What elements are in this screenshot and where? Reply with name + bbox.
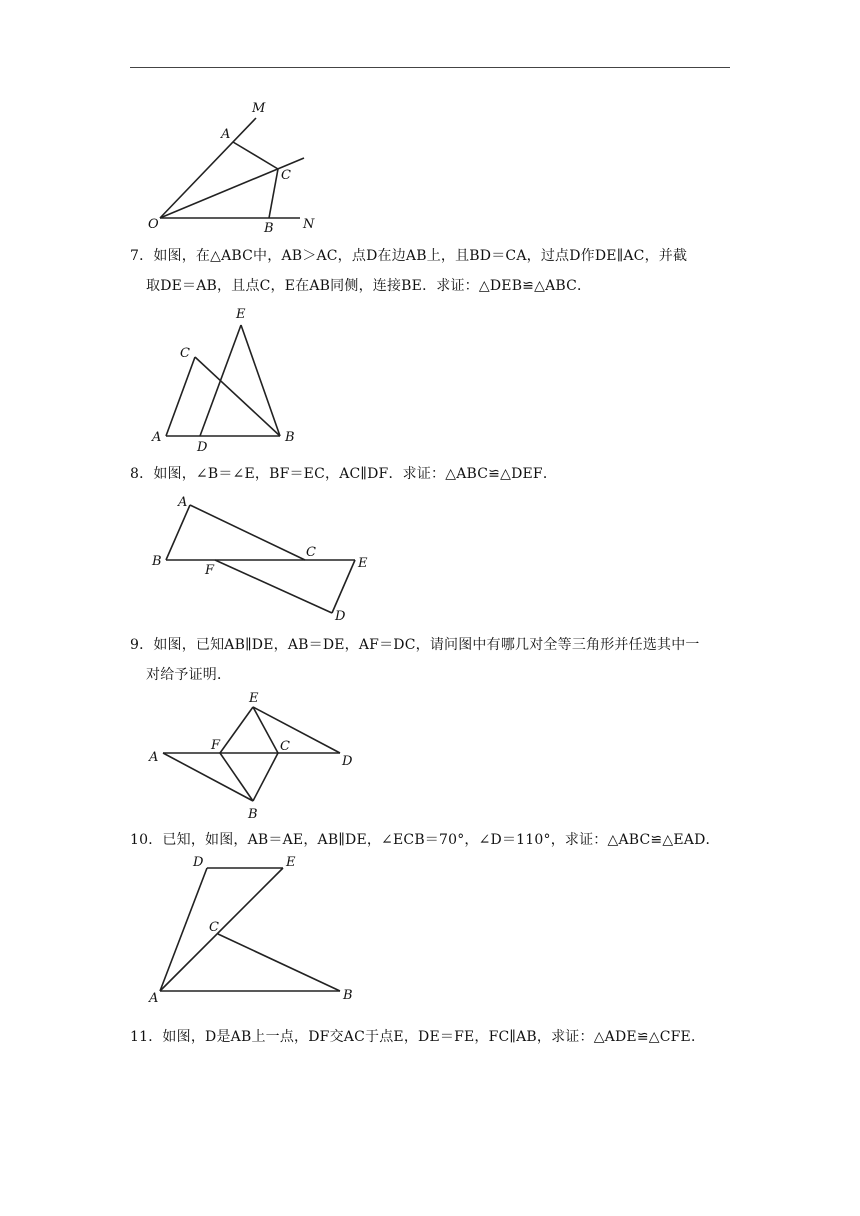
question-number: 10． <box>130 832 163 848</box>
question-text-line2: 取DE＝AB，且点C，E在AB同侧，连接BE．求证：△DEB≌△ABC． <box>146 278 592 294</box>
question-text-line2: 对给予证明． <box>146 667 232 683</box>
figure-q10 <box>145 852 360 1007</box>
label-c: C <box>280 739 290 754</box>
label-e: E <box>249 691 259 706</box>
label-e: E <box>286 855 296 870</box>
figure-q7 <box>145 300 315 455</box>
question-text-line1: 如图，在△ABC中，AB＞AC，点D在边AB上，且BD＝CA，过点D作DE∥AC，并截 <box>153 248 688 264</box>
label-a: A <box>149 991 159 1006</box>
label-d: D <box>193 855 204 870</box>
label-c: C <box>306 545 316 560</box>
label-a: A <box>221 127 231 142</box>
label-b: B <box>343 988 353 1003</box>
label-d: D <box>342 754 353 769</box>
question-text-line1: 如图，D是AB上一点，DF交AC于点E，DE＝FE，FC∥AB，求证：△ADE≌△CFE． <box>162 1029 706 1045</box>
label-a: A <box>178 495 188 510</box>
label-c: C <box>209 920 219 935</box>
label-c: C <box>281 168 291 183</box>
question-text-line1: 如图，∠B＝∠E，BF＝EC，AC∥DF．求证：△ABC≌△DEF． <box>153 466 558 482</box>
label-b: B <box>248 807 258 822</box>
question-number: 9． <box>130 637 154 653</box>
label-o: O <box>148 217 159 232</box>
label-b: B <box>152 554 162 569</box>
question-number: 11． <box>130 1029 163 1045</box>
label-m: M <box>252 101 266 116</box>
question-text-line1: 如图，已知AB∥DE，AB＝DE，AF＝DC，请问图中有哪几对全等三角形并任选其中一 <box>153 637 700 653</box>
label-c: C <box>180 346 190 361</box>
figure-angle-mon <box>140 95 340 235</box>
label-a: A <box>152 430 162 445</box>
label-e: E <box>236 307 246 322</box>
label-e: E <box>358 556 368 571</box>
question-9 <box>130 630 730 690</box>
question-10 <box>130 825 730 855</box>
label-b: B <box>264 221 274 236</box>
figure-q9 <box>145 688 360 823</box>
label-f: F <box>205 563 215 578</box>
label-d: D <box>197 440 208 455</box>
question-7 <box>130 241 730 301</box>
label-a: A <box>149 750 159 765</box>
label-b: B <box>285 430 295 445</box>
question-number: 7． <box>130 248 154 264</box>
header-rule <box>130 67 730 68</box>
label-d: D <box>335 609 346 624</box>
question-text-line1: 已知，如图，AB＝AE，AB∥DE，∠ECB＝70°，∠D＝110°，求证：△ABC≌△EAD． <box>162 832 720 848</box>
label-f: F <box>211 738 221 753</box>
question-8 <box>130 459 730 489</box>
question-11 <box>130 1022 730 1052</box>
figure-q8 <box>145 490 375 625</box>
label-n: N <box>303 217 315 232</box>
question-number: 8． <box>130 466 154 482</box>
